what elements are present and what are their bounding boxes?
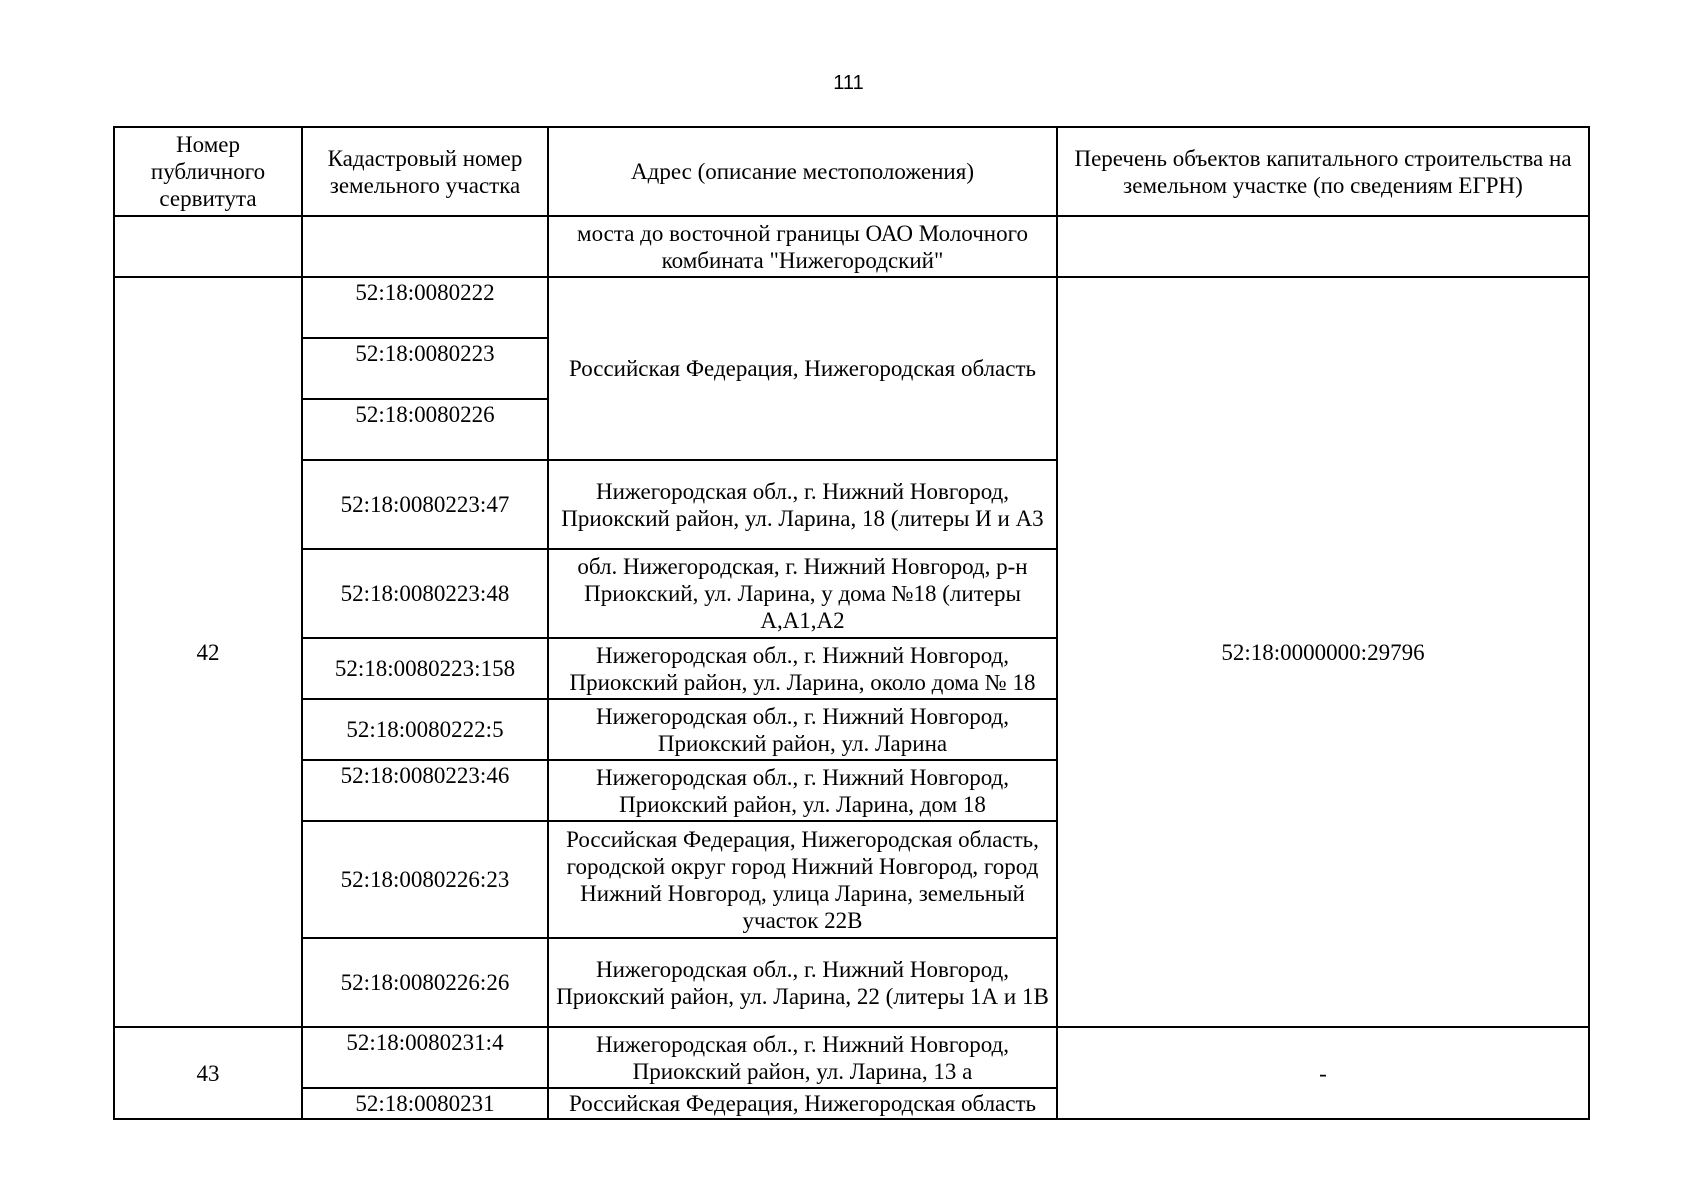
cell-cadastral bbox=[302, 216, 548, 277]
servitude-table bbox=[113, 126, 1590, 1120]
header-cadastral: Кадастровый номер земельного участка bbox=[302, 127, 548, 216]
cell-address: моста до восточной границы ОАО Молочного комбината "Нижегородский" bbox=[548, 216, 1057, 277]
page-number: 111 bbox=[833, 72, 864, 94]
cell-address: Российская Федерация, Нижегородская область bbox=[548, 1088, 1057, 1119]
cell-cadastral: 52:18:0080226:23 bbox=[302, 821, 548, 938]
cell-objects bbox=[1057, 216, 1589, 277]
cell-number bbox=[114, 216, 302, 277]
cell-cadastral: 52:18:0080231 bbox=[302, 1088, 548, 1119]
table-header-row bbox=[114, 127, 1589, 216]
capital-objects-42: 52:18:0000000:29796 bbox=[1057, 277, 1589, 1027]
servitude-number-43: 43 bbox=[114, 1027, 302, 1119]
cell-cadastral: 52:18:0080223:46 bbox=[302, 760, 548, 821]
capital-objects-43: - bbox=[1057, 1027, 1589, 1119]
cell-address: Нижегородская обл., г. Нижний Новгород, Приокский район, ул. Ларина, 18 (литеры И и А3 bbox=[548, 460, 1057, 549]
cell-cadastral: 52:18:0080223:48 bbox=[302, 549, 548, 638]
cell-cadastral: 52:18:0080223:158 bbox=[302, 638, 548, 699]
cell-address: Нижегородская обл., г. Нижний Новгород, Приокский район, ул. Ларина, 22 (литеры 1А и 1В bbox=[548, 938, 1057, 1027]
header-objects: Перечень объектов капитального строительства на земельном участке (по сведениям ЕГРН) bbox=[1057, 127, 1589, 216]
cell-address: Нижегородская обл., г. Нижний Новгород, Приокский район, ул. Ларина, 13 а bbox=[548, 1027, 1057, 1088]
header-number: Номер публичного сервитута bbox=[114, 127, 302, 216]
cell-cadastral: 52:18:0080226:26 bbox=[302, 938, 548, 1027]
cell-address: Нижегородская обл., г. Нижний Новгород, Приокский район, ул. Ларина, дом 18 bbox=[548, 760, 1057, 821]
cell-cadastral: 52:18:0080226 bbox=[302, 399, 548, 460]
table-row bbox=[114, 1027, 1589, 1088]
cell-cadastral: 52:18:0080222:5 bbox=[302, 699, 548, 760]
cell-cadastral: 52:18:0080223 bbox=[302, 338, 548, 399]
cell-cadastral: 52:18:0080222 bbox=[302, 277, 548, 338]
table-row bbox=[114, 277, 1589, 338]
cell-cadastral: 52:18:0080223:47 bbox=[302, 460, 548, 549]
cell-address: Российская Федерация, Нижегородская область, городской округ город Нижний Новгород, город Нижний Новгород, улица Ларина, земельный участок 22В bbox=[548, 821, 1057, 938]
table-row bbox=[114, 216, 1589, 277]
cell-address: Нижегородская обл., г. Нижний Новгород, Приокский район, ул. Ларина bbox=[548, 699, 1057, 760]
cell-address: Нижегородская обл., г. Нижний Новгород, Приокский район, ул. Ларина, около дома № 18 bbox=[548, 638, 1057, 699]
cell-cadastral: 52:18:0080231:4 bbox=[302, 1027, 548, 1088]
cell-address-merged: Российская Федерация, Нижегородская область bbox=[548, 277, 1057, 460]
servitude-number-42: 42 bbox=[114, 277, 302, 1027]
header-address: Адрес (описание местоположения) bbox=[548, 127, 1057, 216]
cell-address: обл. Нижегородская, г. Нижний Новгород, р-н Приокский, ул. Ларина, у дома №18 (литеры А,А1,А2 bbox=[548, 549, 1057, 638]
